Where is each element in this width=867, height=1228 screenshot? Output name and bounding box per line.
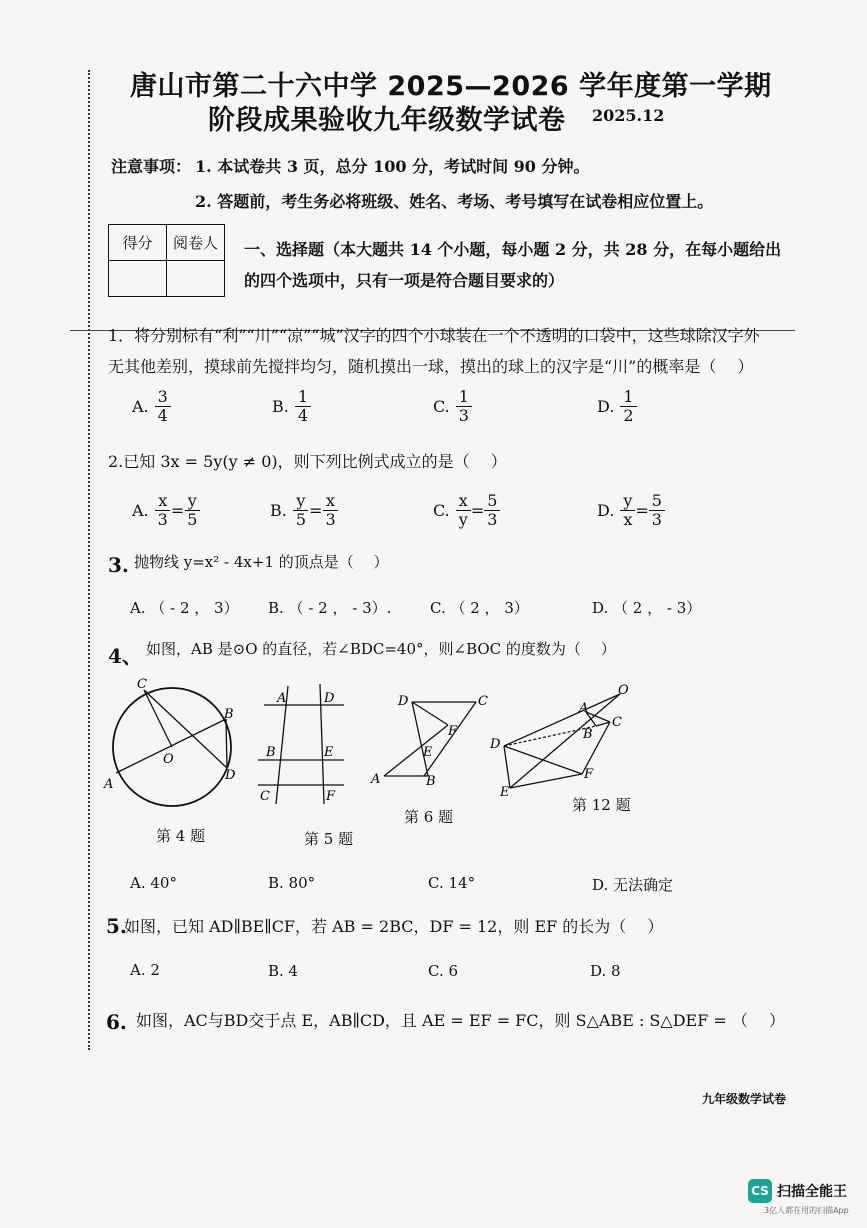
q3-option-c: C. （ 2 ， 3） (430, 599, 529, 617)
q2-stem: 2.已知 3x = 5y(y ≠ 0)，则下列比例式成立的是（ ） (108, 452, 507, 471)
q4-option-a: A. 40° (130, 874, 177, 892)
q1-line-1: 1．将分别标有“利”“川”“凉”“城”汉字的四个小球装在一个不透明的口袋中，这些球除汉字外 (108, 326, 760, 345)
q5-stem: 如图，已知 AD∥BE∥CF，若 AB = 2BC，DF = 12，则 EF 的长为（ ） (124, 917, 664, 936)
q3-option-a: A. （ - 2 ， 3） (130, 599, 239, 617)
binding-margin-dotted-line (88, 70, 90, 1050)
q1-line-2: 无其他差别，摸球前先搅拌均匀，随机摸出一球，摸出的球上的汉字是“川”的概率是（ ） (108, 357, 754, 376)
figure-4-caption: 第 4 题 (156, 827, 206, 845)
q4-option-c: C. 14° (428, 874, 476, 892)
exam-date: 2025.12 (592, 106, 665, 125)
q3-option-b: B. （ - 2 ， - 3）. (268, 599, 392, 617)
q5-option-d: D. 8 (590, 962, 621, 980)
fig6-label-c: C (478, 694, 488, 709)
fig12-label-f: F (584, 767, 594, 782)
figure-12-caption: 第 12 题 (572, 796, 631, 814)
section1-line-1: 一、选择题（本大题共 14 个小题，每小题 2 分，共 28 分，在每小题给出 (244, 240, 782, 259)
figure-12-triangles (486, 684, 636, 796)
figure-5-parallel-lines (252, 680, 352, 810)
notice-item-2: 2. 答题前，考生务必将班级、姓名、考场、考号填写在试卷相应位置上。 (195, 192, 714, 211)
fig12-label-e: E (500, 785, 510, 796)
section1-line-2: 的四个选项中，只有一项是符合题目要求的） (244, 271, 565, 290)
fig6-label-b: B (426, 774, 436, 789)
q5-option-c: C. 6 (428, 962, 459, 980)
score-table (108, 224, 225, 297)
q6-number: 6. (106, 1010, 127, 1034)
fig12-label-b: B (583, 727, 593, 742)
fig5-label-f: F (326, 789, 336, 804)
fig5-label-b: B (266, 745, 276, 760)
fig12-label-o: O (618, 684, 629, 698)
figure-4-circle (100, 676, 250, 816)
grader-header: 阅卷人 (167, 225, 225, 261)
fig4-label-a: A (104, 777, 114, 792)
q4-option-d: D. 无法确定 (592, 876, 674, 894)
q5-number: 5. (106, 914, 127, 938)
figure-5-caption: 第 5 题 (304, 830, 354, 848)
scanner-badge-icon: CS (748, 1179, 772, 1203)
q4-number: 4、 (108, 644, 142, 668)
figure-6-triangles (366, 690, 496, 790)
title-line-1: 唐山市第二十六中学 2025—2026 学年度第一学期 (130, 71, 772, 102)
q1-option-a: A. $\frac{3}{4}$ (132, 388, 171, 425)
grader-cell[interactable] (167, 261, 225, 297)
scanner-slogan: 3亿人都在用的扫描App (764, 1206, 849, 1215)
q1-option-b: B. $\frac{1}{4}$ (272, 388, 311, 425)
fig12-label-a: A (579, 701, 589, 716)
fig4-label-o: O (163, 752, 174, 767)
q2-option-c: C. $\frac{x}{y}$ = $\frac{5}{3}$ (433, 492, 500, 529)
q2-option-d: D. $\frac{y}{x}$ = $\frac{5}{3}$ (597, 492, 665, 529)
fig4-label-d: D (225, 768, 236, 783)
q5-option-b: B. 4 (268, 962, 299, 980)
q3-stem: 抛物线 y=x² - 4x+1 的顶点是（ ） (134, 553, 389, 571)
score-header: 得分 (109, 225, 167, 261)
fig6-label-d: D (398, 694, 409, 709)
title-line-2: 阶段成果验收九年级数学试卷 (208, 105, 566, 136)
fig6-label-f: F (448, 724, 458, 739)
q2-option-a: A. $\frac{x}{3}$ = $\frac{y}{5}$ (132, 492, 200, 529)
q1-option-d: D. $\frac{1}{2}$ (597, 388, 637, 425)
fig12-label-c: C (612, 715, 622, 730)
fig5-label-d: D (324, 691, 335, 706)
q6-stem: 如图，AC与BD交于点 E，AB∥CD，且 AE = EF = FC，则 S△ABE : S△DEF = （ ） (136, 1011, 785, 1030)
q3-option-d: D. （ 2 ， - 3） (592, 599, 702, 617)
scanner-name: 扫描全能王 (777, 1184, 847, 1200)
q1-option-c: C. $\frac{1}{3}$ (433, 388, 472, 425)
notice-item-1: 1. 本试卷共 3 页，总分 100 分，考试时间 90 分钟。 (195, 157, 590, 176)
fig4-label-b: B (224, 707, 234, 722)
scanner-watermark (748, 1179, 847, 1203)
q4-stem: 如图，AB 是⊙O 的直径，若∠BDC=40°，则∠BOC 的度数为（ ） (146, 640, 616, 658)
fig6-label-e: E (423, 745, 433, 760)
notice-label: 注意事项： (111, 157, 192, 176)
q2-option-b: B. $\frac{y}{5}$ = $\frac{x}{3}$ (270, 492, 339, 529)
fig6-label-a: A (371, 772, 381, 787)
q3-number: 3. (108, 553, 129, 577)
q5-option-a: A. 2 (130, 961, 160, 979)
fig5-label-e: E (324, 745, 334, 760)
fig4-label-c: C (137, 677, 147, 692)
fig12-label-d: D (490, 737, 501, 752)
fig5-label-a: A (277, 691, 287, 706)
footer-page-label: 九年级数学试卷 (702, 1092, 787, 1106)
score-cell[interactable] (109, 261, 167, 297)
q4-option-b: B. 80° (268, 874, 316, 892)
figure-6-caption: 第 6 题 (404, 808, 454, 826)
fig5-label-c: C (260, 789, 270, 804)
